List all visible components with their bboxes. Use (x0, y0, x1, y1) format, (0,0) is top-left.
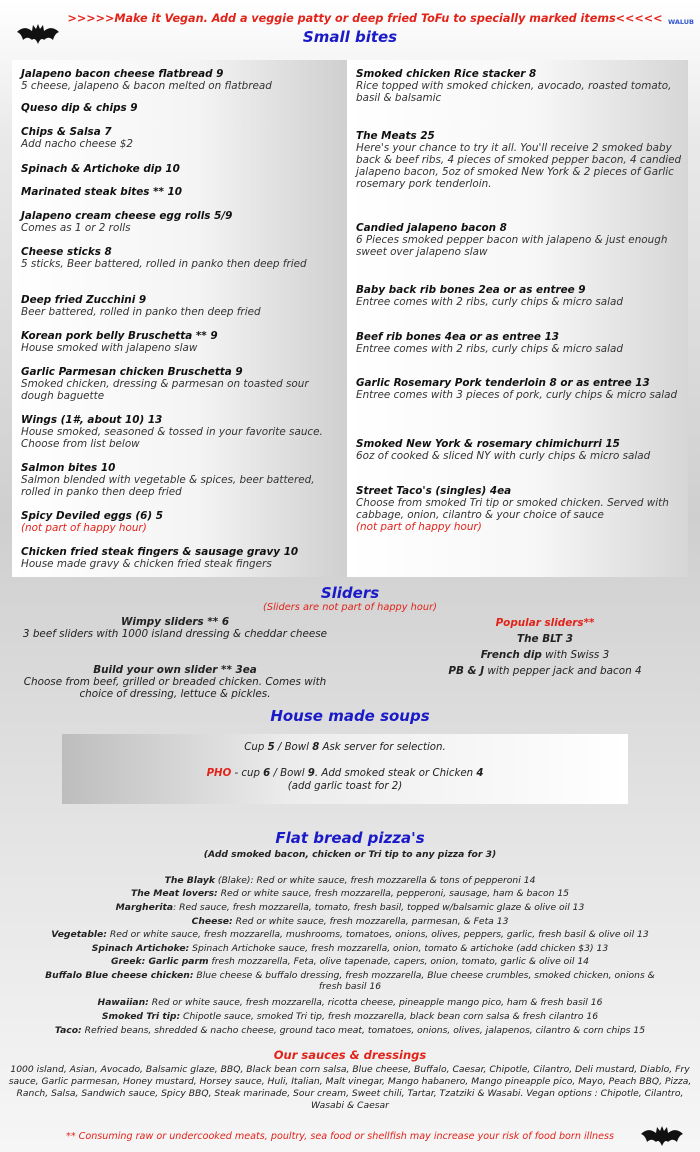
sauces-list: 1000 island, Asian, Avocado, Balsamic glaze, BBQ, Black bean corn salsa, Blue cheese, Buffalo, Caesar, Chipotle, Cilantro, Deli mustard, Diablo, Fry sauce, Garlic parmesan, Honey mustard, Horsey sauce, Huli, Italian, Malt vinegar, Mango habanero, Mango pineapple pico, Mayo, Peach BBQ, Pizza, Ranch, Salsa, Sandwich sauce, Spicy BBQ, Steak marinade, Sour cream, Sweet chili, Tartar, Tzatziki & Wasabi. Vegan options : Chipotle, Cilantro, Wasabi & Caesar (8, 1064, 692, 1111)
pizza-item: Hawaiian: Red or white sauce, fresh mozzarella, ricotta cheese, pineapple mango pico, ham & fresh basil 16 (97, 997, 603, 1008)
menu-item: Marinated steak bites ** 10 (21, 186, 183, 198)
pizza-item: The Blayk (Blake): Red or white sauce, fresh mozzarella & tons of pepperoni 14 (164, 875, 536, 886)
menu-item: Smoked New York & rosemary chimichurri 15 6oz of cooked & sliced NY with curly chips & micro salad (356, 438, 651, 462)
pizza-item: Smoked Tri tip: Chipotle sauce, smoked Tri tip, fresh mozzarella, black bean corn salsa & fresh cilantro 16 (101, 1011, 599, 1022)
bat-logo-icon (640, 1122, 684, 1148)
pizza-item: Taco: Refried beans, shredded & nacho cheese, ground taco meat, tomatoes, onions, olives, jalapenos, cilantro & corn chips 15 (54, 1025, 646, 1036)
menu-item: Chicken fried steak fingers & sausage gravy 10 House made gravy & chicken fried steak fingers (21, 546, 299, 570)
menu-item: Baby back rib bones 2ea or as entree 9 Entree comes with 2 ribs, curly chips & micro salad (356, 284, 624, 308)
pizza-item: Buffalo Blue cheese chicken: Blue cheese & buffalo dressing, fresh mozzarella, Blue cheese crumbles, smoked chicken, onions & fresh basil 16 (45, 970, 655, 993)
pizza-item: The Meat lovers: Red or white sauce, fresh mozzarella, pepperoni, sausage, ham & bacon 15 (130, 888, 570, 899)
menu-item: Street Taco's (singles) 4ea Choose from smoked Tri tip or smoked chicken. Served with cabbage, onion, cilantro & your choice of sauce (not part of happy hour) (356, 485, 669, 533)
soups-box (62, 734, 628, 804)
sliders-title: Sliders (320, 584, 380, 602)
pho-line: PHO - cup 6 / Bowl 9. Add smoked steak or Chicken 4 (206, 768, 484, 779)
pizza-item: Cheese: Red or white sauce, fresh mozzarella, parmesan, & Feta 13 (191, 916, 509, 927)
vegan-note: >>>>>Make it Vegan. Add a veggie patty or deep fried ToFu to specially marked items<<<<< (67, 12, 663, 25)
menu-item: Queso dip & chips 9 (21, 102, 138, 114)
popular-sliders: Popular sliders** The BLT 3 French dip with Swiss 3 PB & J with pepper jack and bacon 4 (448, 617, 642, 677)
sliders-note: (Sliders are not part of happy hour) (263, 602, 437, 613)
menu-item: Cheese sticks 8 5 sticks, Beer battered, rolled in panko then deep fried (21, 246, 307, 270)
menu-item: Beef rib bones 4ea or as entree 13 Entree comes with 2 ribs, curly chips & micro salad (356, 331, 624, 355)
menu-item: Spicy Deviled eggs (6) 5 (not part of happy hour) (21, 510, 164, 534)
menu-item: Garlic Rosemary Pork tenderloin 8 or as entree 13 Entree comes with 3 pieces of pork, curly chips & micro salad (356, 377, 678, 401)
menu-item: Korean pork belly Bruschetta ** 9 House smoked with jalapeno slaw (21, 330, 218, 354)
menu-item: Jalapeno bacon cheese flatbread 9 5 cheese, jalapeno & bacon melted on flatbread (21, 68, 272, 92)
corner-badge: WALUB (667, 18, 694, 26)
menu-item: Chips & Salsa 7 Add nacho cheese $2 (21, 126, 133, 150)
flatbread-note: (Add smoked bacon, chicken or Tri tip to any pizza for 3) (203, 849, 497, 860)
menu-item: Deep fried Zucchini 9 Beer battered, rolled in panko then deep fried (21, 294, 261, 318)
build-your-own-slider: Build your own slider ** 3ea Choose from beef, grilled or breaded chicken. Comes with choice of dressing, lettuce & pickles. (23, 664, 327, 700)
soup-line: Cup 5 / Bowl 8 Ask server for selection. (244, 742, 446, 753)
sauces-title: Our sauces & dressings (273, 1048, 427, 1062)
pizza-item: Spinach Artichoke: Spinach Artichoke sauce, fresh mozzarella, onion, tomato & artichoke (add chicken $3) 13 (91, 943, 609, 954)
menu-item: Spinach & Artichoke dip 10 (21, 163, 180, 175)
pho-note: (add garlic toast for 2) (287, 781, 403, 792)
menu-item: Candied jalapeno bacon 8 6 Pieces smoked pepper bacon with jalapeno & just enough sweet over jalapeno slaw (356, 222, 668, 258)
wimpy-sliders: Wimpy sliders ** 6 3 beef sliders with 1000 island dressing & cheddar cheese (22, 616, 328, 640)
small-bites-right-panel (347, 60, 688, 577)
soups-title: House made soups (270, 707, 430, 725)
small-bites-title: Small bites (302, 28, 398, 46)
menu-item: Smoked chicken Rice stacker 8 Rice topped with smoked chicken, avocado, roasted tomato, basil & balsamic (356, 68, 672, 104)
food-safety-disclaimer: ** Consuming raw or undercooked meats, poultry, sea food or shellfish may increase your risk of food born illness (66, 1131, 614, 1142)
pizza-item: Vegetable: Red or white sauce, fresh mozzarella, mushrooms, tomatoes, onions, olives, peppers, garlic, fresh basil & olive oil 13 (51, 929, 649, 940)
menu-item: Jalapeno cream cheese egg rolls 5/9 Comes as 1 or 2 rolls (21, 210, 233, 234)
menu-item: Garlic Parmesan chicken Bruschetta 9 Smoked chicken, dressing & parmesan on toasted sour dough baguette (21, 366, 309, 402)
pizza-item: Margherita: Red sauce, fresh mozzarella, tomato, fresh basil, topped w/balsamic glaze & olive oil 13 (115, 902, 585, 913)
flatbread-title: Flat bread pizza's (275, 829, 425, 847)
menu-item: Salmon bites 10 Salmon blended with vegetable & spices, beer battered, rolled in panko then deep fried (21, 462, 315, 498)
menu-item: The Meats 25 Here's your chance to try it all. You'll receive 2 smoked baby back & beef ribs, 4 pieces of smoked pepper bacon, 4 candied jalapeno bacon, 5oz of smoked New York & 2 pieces of Garlic rosemary pork tenderloin. (356, 130, 682, 190)
small-bites-left-panel (12, 60, 348, 577)
menu-item: Wings (1#, about 10) 13 House smoked, seasoned & tossed in your favorite sauce. Choose from list below (21, 414, 323, 450)
pizza-item: Greek: Garlic parm fresh mozzarella, Feta, olive tapenade, capers, onion, tomato, garlic & olive oil 14 (110, 956, 590, 967)
